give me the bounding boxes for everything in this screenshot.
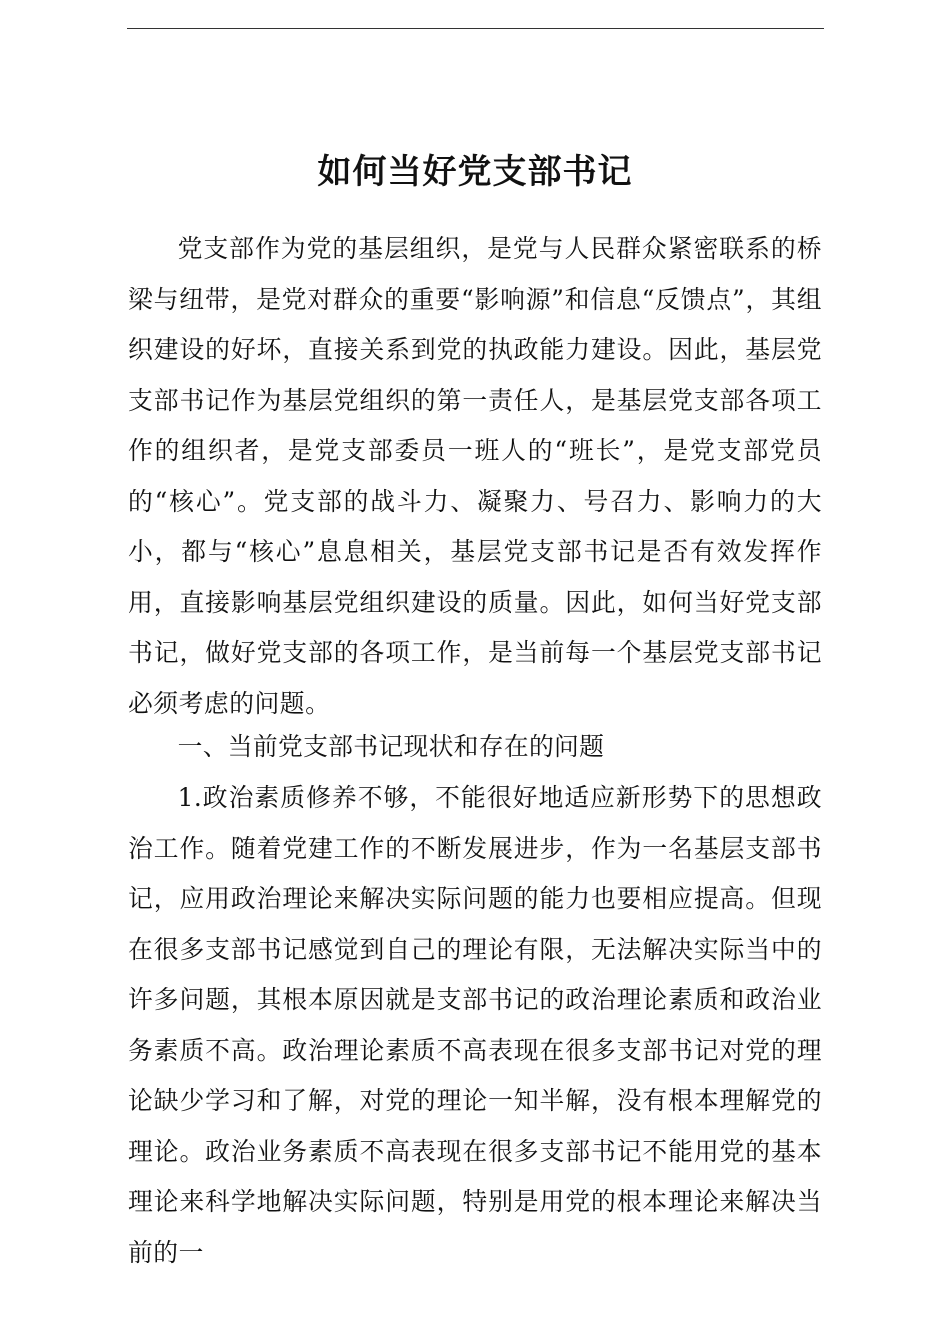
section-heading: 一、当前党支部书记现状和存在的问题 [177, 732, 605, 761]
point-1-paragraph-block [128, 773, 822, 1278]
document-title: 如何当好党支部书记 [317, 152, 633, 192]
intro-paragraph: 党支部作为党的基层组织，是党与人民群众紧密联系的桥梁与纽带，是党对群众的重要“影响源”和信息“反馈点”，其组织建设的好坏，直接关系到党的执政能力建设。因此，基层党支部书记作为基层党组织的第一责任人，是基层党支部各项工作的组织者，是党支部委员一班人的“班长”，是党支部党员的“核心”。党支部的战斗力、凝聚力、号召力、影响力的大小，都与“核心”息息相关，基层党支部书记是否有效发挥作用，直接影响基层党组织建设的质量。因此，如何当好党支部书记，做好党支部的各项工作，是当前每一个基层党支部书记必须考虑的问题。 [128, 234, 822, 718]
header-rule [127, 28, 824, 29]
intro-paragraph-block [128, 224, 822, 729]
point-1-paragraph: 1.政治素质修养不够，不能很好地适应新形势下的思想政治工作。随着党建工作的不断发展进步，作为一名基层支部书记，应用政治理论来解决实际问题的能力也要相应提高。但现在很多支部书记感觉到自己的理论有限，无法解决实际当中的许多问题，其根本原因就是支部书记的政治理论素质和政治业务素质不高。政治理论素质不高表现在很多支部书记对党的理论缺少学习和了解，对党的理论一知半解，没有根本理解党的理论。政治业务素质不高表现在很多支部书记不能用党的基本理论来科学地解决实际问题，特别是用党的根本理论来解决当前的一 [128, 783, 822, 1267]
